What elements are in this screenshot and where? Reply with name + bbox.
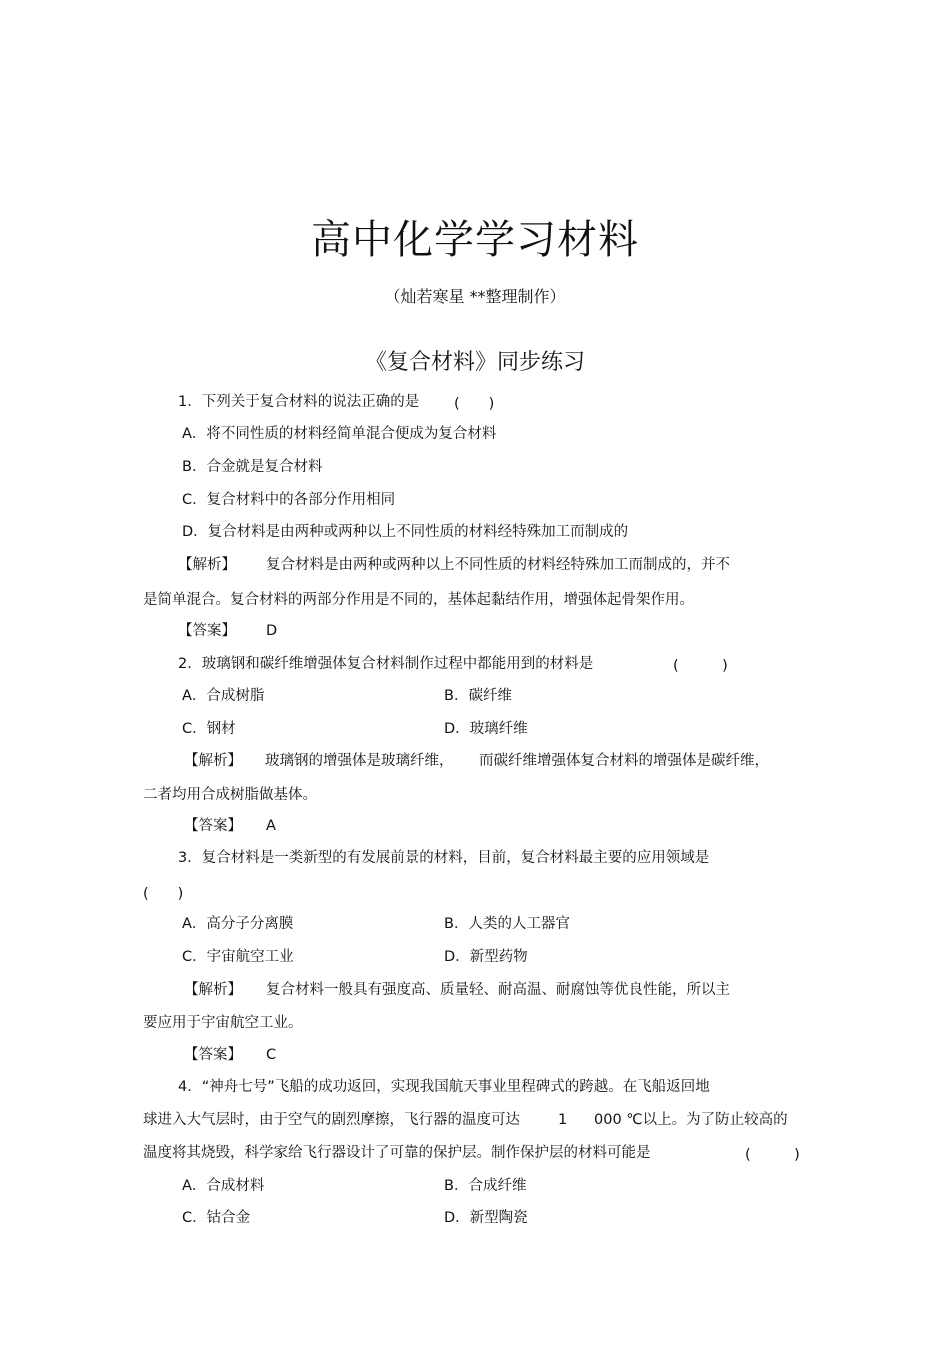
section-title: 《复合材料》同步练习	[364, 350, 585, 375]
q3-option-a: A．高分子分离膜	[182, 916, 294, 932]
q2-answer: A	[266, 818, 276, 834]
page-subtitle: （灿若寒星 **整理制作）	[384, 287, 566, 306]
q4-option-c: C．钴合金	[182, 1210, 251, 1226]
q1-option-b: B．合金就是复合材料	[182, 459, 323, 475]
q2-analysis-line-1a: 玻璃钢的增强体是玻璃纤维，	[265, 753, 454, 769]
q1-option-c: C．复合材料中的各部分作用相同	[182, 492, 396, 508]
q1-answer-blank: ( )	[454, 396, 495, 412]
q1-option-d: D．复合材料是由两种或两种以上不同性质的材料经特殊加工而制成的	[182, 524, 629, 540]
q3-answer-blank: ( )	[143, 886, 184, 902]
q2-analysis-label: 【解析】	[184, 753, 242, 769]
q1-answer: D	[266, 623, 278, 639]
q1-analysis-label: 【解析】	[178, 557, 236, 573]
q3-answer: C	[266, 1047, 277, 1063]
q2-stem: 2．玻璃钢和碳纤维增强体复合材料制作过程中都能用到的材料是	[178, 656, 594, 672]
q4-option-a: A．合成材料	[182, 1178, 265, 1194]
q3-answer-label: 【答案】	[184, 1047, 242, 1063]
q3-analysis-line-2: 要应用于宇宙航空工业。	[143, 1015, 303, 1031]
q3-stem: 3．复合材料是一类新型的有发展前景的材料，目前，复合材料最主要的应用领域是	[178, 850, 710, 866]
q3-option-b: B．人类的人工器官	[444, 916, 570, 932]
q4-stem-line-2b: 1	[558, 1112, 568, 1128]
q3-analysis-label: 【解析】	[184, 982, 242, 998]
q2-option-c: C．钢材	[182, 721, 236, 737]
q1-stem: 1．下列关于复合材料的说法正确的是	[178, 394, 420, 410]
q4-answer-blank: ( )	[745, 1147, 800, 1163]
q4-option-d: D．新型陶瓷	[444, 1210, 528, 1226]
q4-option-b: B．合成纤维	[444, 1178, 527, 1194]
q4-stem-line-3: 温度将其烧毁，科学家给飞行器设计了可靠的保护层。制作保护层的材料可能是	[143, 1145, 651, 1161]
q2-analysis-line-1b: 而碳纤维增强体复合材料的增强体是碳纤维，	[479, 753, 769, 769]
q2-option-d: D．玻璃纤维	[444, 721, 528, 737]
q4-stem-line-1: 4．“神舟七号”飞船的成功返回，实现我国航天事业里程碑式的跨越。在飞船返回地	[178, 1079, 710, 1095]
q4-stem-line-2a: 球进入大气层时，由于空气的剧烈摩擦，飞行器的温度可达	[143, 1112, 520, 1128]
q3-analysis-line-1: 复合材料一般具有强度高、质量轻、耐高温、耐腐蚀等优良性能，所以主	[266, 982, 730, 998]
q1-analysis-line-2: 是简单混合。复合材料的两部分作用是不同的，基体起黏结作用，增强体起骨架作用。	[143, 592, 694, 608]
q4-stem-line-2c: 000 ℃以上。为了防止较高的	[594, 1112, 788, 1128]
q1-answer-label: 【答案】	[178, 623, 236, 639]
q1-analysis-line-1: 复合材料是由两种或两种以上不同性质的材料经特殊加工而制成的，并不	[266, 557, 730, 573]
q3-option-d: D．新型药物	[444, 949, 528, 965]
q2-option-b: B．碳纤维	[444, 688, 512, 704]
page-title: 高中化学学习材料	[311, 217, 639, 263]
q2-analysis-line-2: 二者均用合成树脂做基体。	[143, 787, 317, 803]
q2-answer-blank: ( )	[673, 658, 728, 674]
q3-option-c: C．宇宙航空工业	[182, 949, 294, 965]
q2-answer-label: 【答案】	[184, 818, 242, 834]
q2-option-a: A．合成树脂	[182, 688, 265, 704]
q1-option-a: A．将不同性质的材料经简单混合便成为复合材料	[182, 426, 497, 442]
